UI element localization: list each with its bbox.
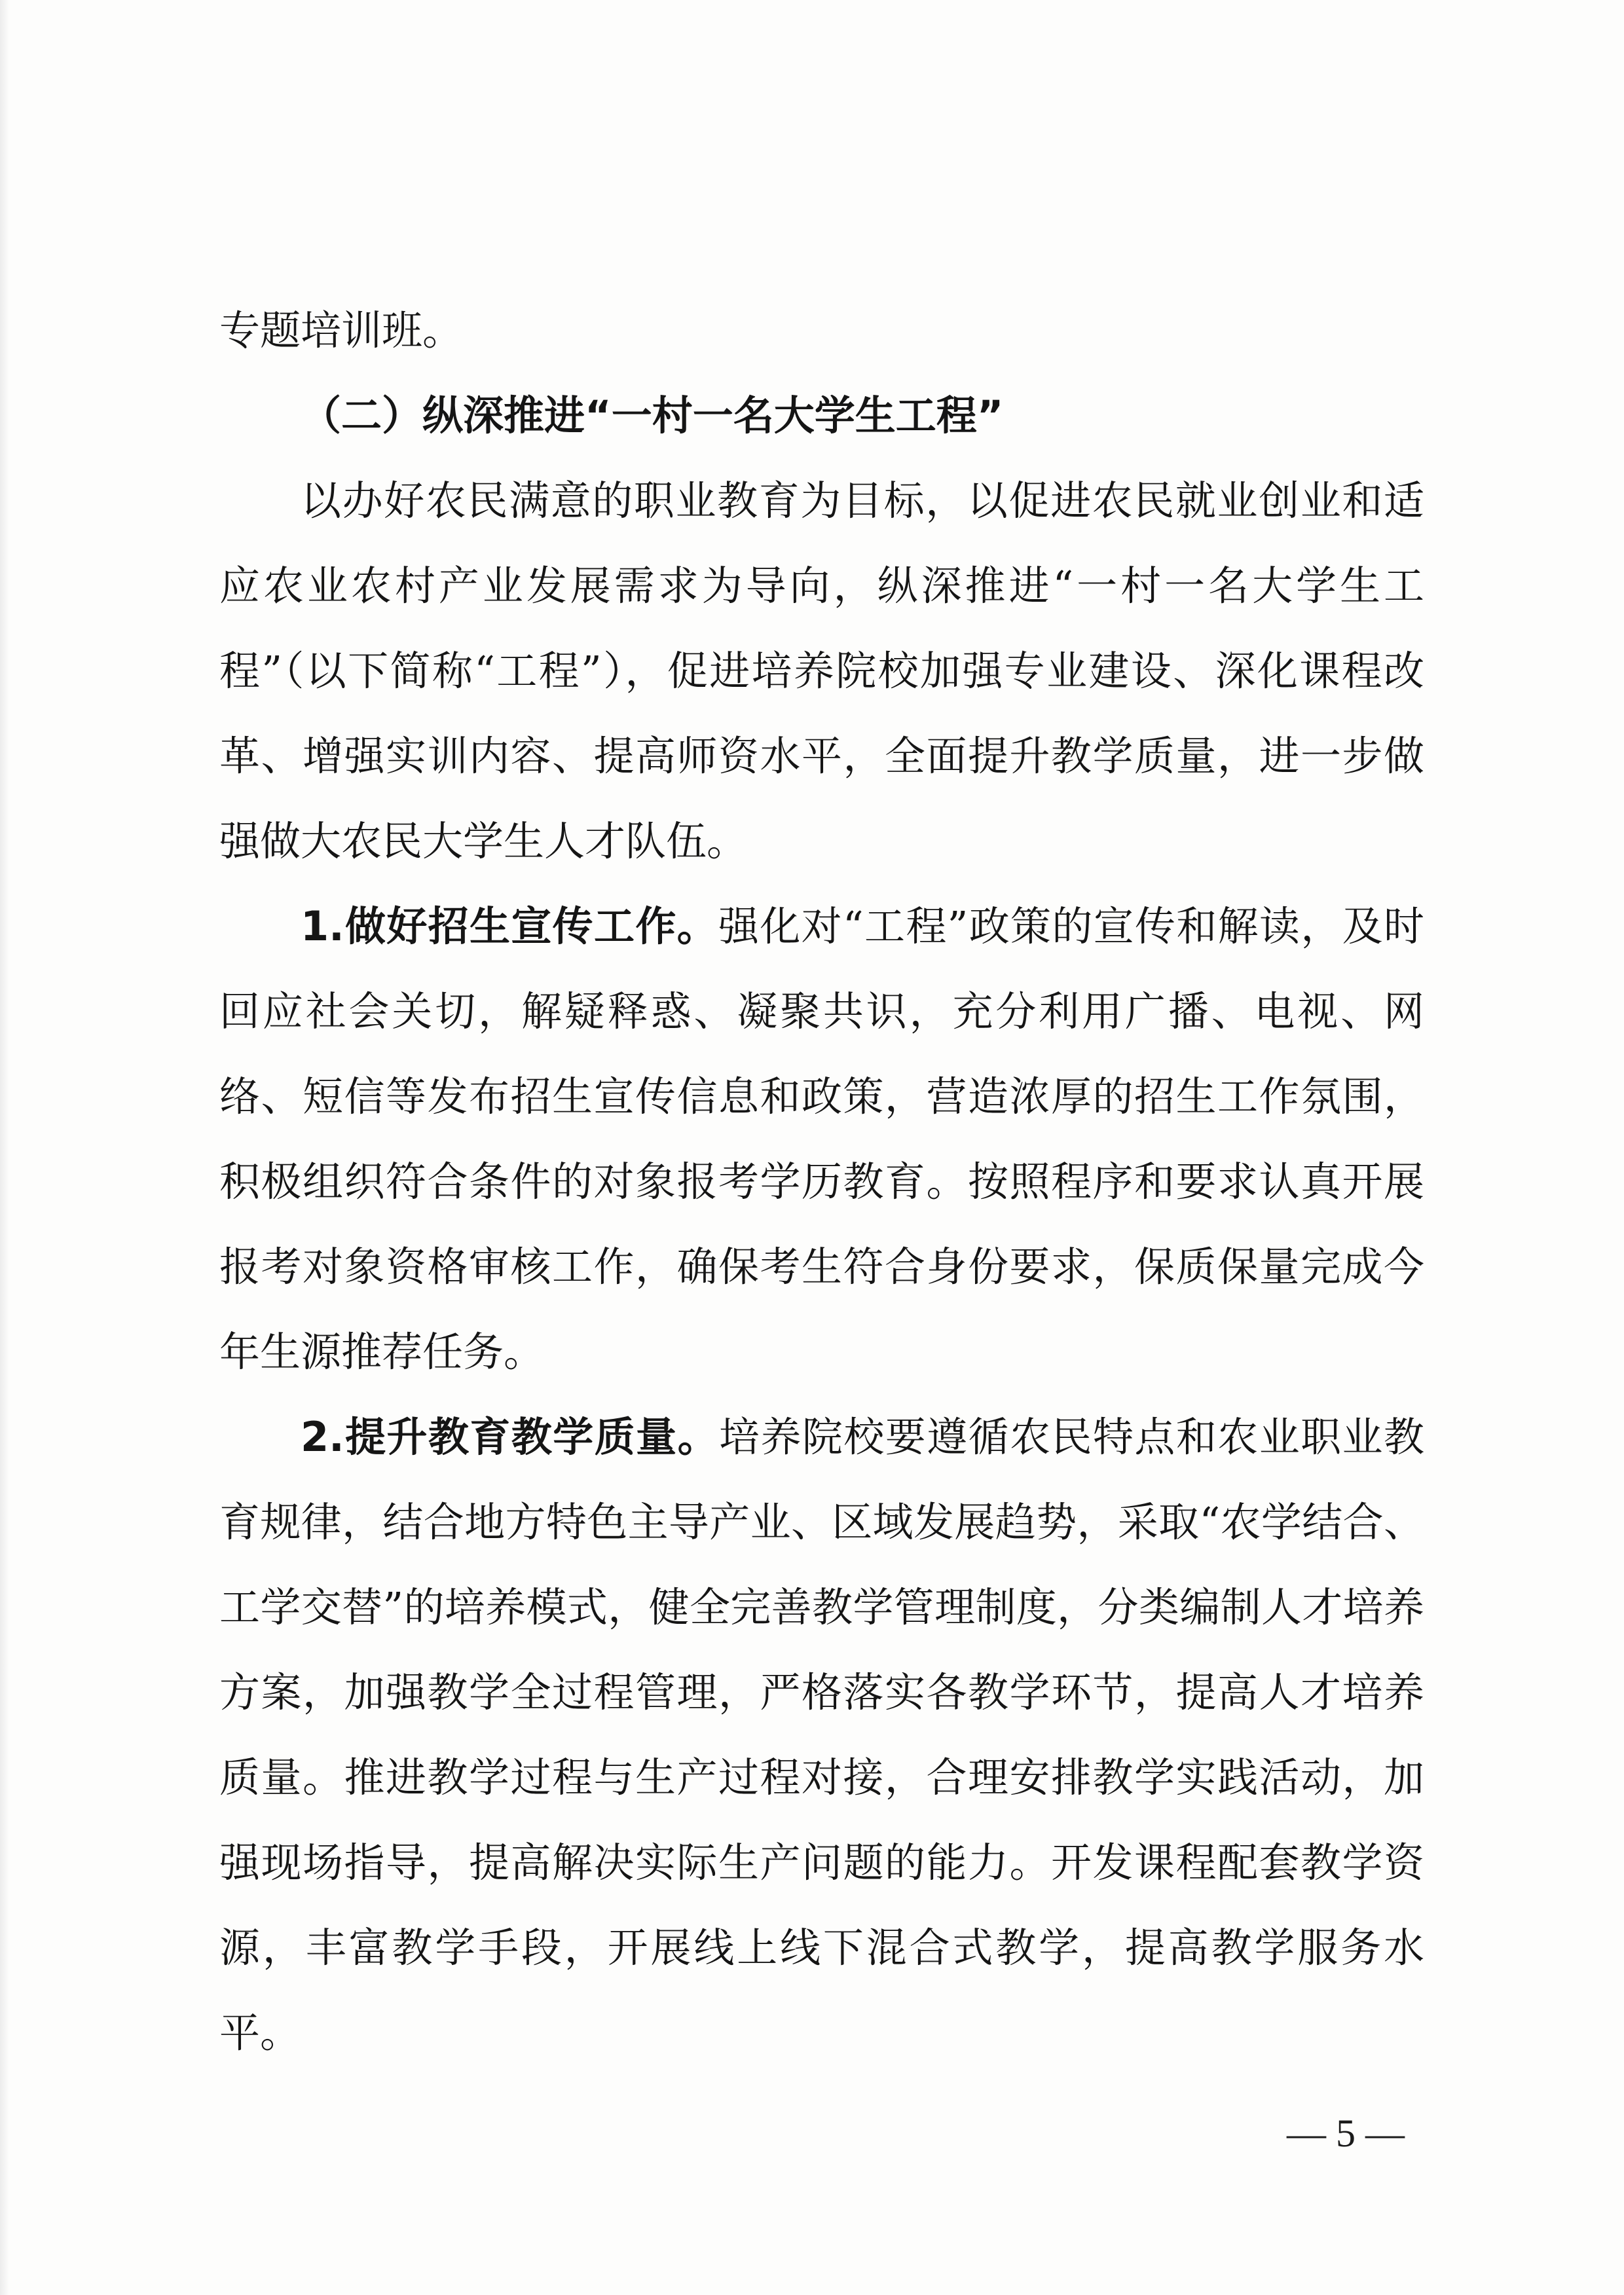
intro-paragraph: 以办好农民满意的职业教育为目标，以促进农民就业创业和适应农业农村产业发展需求为导向，纵深推进“一村一名大学生工程”（以下简称“工程”），促进培养院校加强专业建设、深化课程改革、增强实训内容、提高师资水平，全面提升教学质量，进一步做强做大农民大学生人才队伍。 xyxy=(219,477,1424,865)
document-body xyxy=(219,288,1424,2076)
page-number: — 5 — xyxy=(1287,2112,1405,2155)
continuation-text: 专题培训班。 xyxy=(219,306,464,354)
section-heading: （二）纵深推进“一村一名大学生工程” xyxy=(301,392,1004,439)
list-item-teaching-quality xyxy=(219,1395,1424,2076)
scan-edge-shadow xyxy=(0,0,9,2295)
item-body-teaching-quality: 培养院校要遵循农民特点和农业职业教育规律，结合地方特色主导产业、区域发展趋势，采取“农学结合、工学交替”的培养模式，健全完善教学管理制度，分类编制人才培养方案，加强教学全过程管理，严格落实各教学环节，提高人才培养质量。推进教学过程与生产过程对接，合理安排教学实践活动，加强现场指导，提高解决实际生产问题的能力。开发课程配套教学资源，丰富教学手段，开展线上线下混合式教学，提高教学服务水平。 xyxy=(219,1413,1424,2057)
list-item-recruitment xyxy=(219,884,1424,1395)
item-body-recruitment: 强化对“工程”政策的宣传和解读，及时回应社会关切，解疑释惑、凝聚共识，充分利用广播、电视、网络、短信等发布招生宣传信息和政策，营造浓厚的招生工作氛围，积极组织符合条件的对象报考学历教育。按照程序和要求认真开展报考对象资格审核工作，确保考生符合身份要求，保质保量完成今年生源推荐任务。 xyxy=(219,902,1424,1376)
item-title-recruitment: 1.做好招生宣传工作。 xyxy=(301,902,718,950)
item-title-teaching-quality: 2.提升教育教学质量。 xyxy=(301,1413,720,1461)
